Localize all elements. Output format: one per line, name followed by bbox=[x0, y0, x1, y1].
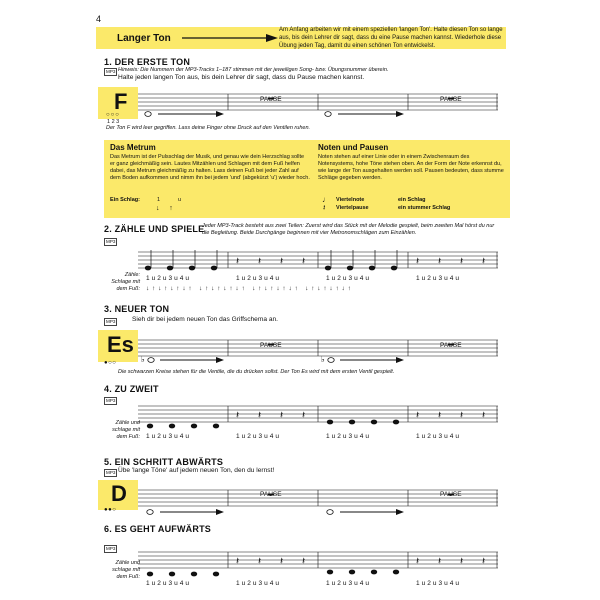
fingering-numbers: 1 2 3 bbox=[107, 119, 120, 125]
pause-label-5b: PAUSE bbox=[440, 491, 462, 498]
valve-circles-es: ●○○ bbox=[104, 360, 117, 366]
section3-footnote: Die schwarzen Kreise stehen für die Ventile, die du drücken sollst. Der Ton Es wird mit dem ersten Ventil gespielt. bbox=[118, 369, 395, 375]
staff-1 bbox=[138, 90, 508, 120]
section1-note: Hinweis: Die Nummern der MP3-Tracks 1–187 stimmen mit der jeweiligen Song- bzw. Übungsnummer überein. bbox=[118, 67, 389, 73]
count-row-6c: 1 u 2 u 3 u 4 u bbox=[326, 580, 370, 587]
schlag-1: 1 bbox=[157, 197, 161, 203]
count-row-4b: 1 u 2 u 3 u 4 u bbox=[236, 433, 280, 440]
arrow-right-icon bbox=[180, 32, 280, 44]
viertelpause-label: Viertelpause bbox=[336, 205, 369, 211]
metrum-title: Das Metrum bbox=[110, 143, 156, 152]
svg-text:𝄽: 𝄽 bbox=[460, 256, 464, 267]
staff-6 bbox=[138, 548, 508, 578]
svg-text:𝄽: 𝄽 bbox=[258, 256, 262, 267]
pause-label-3b: PAUSE bbox=[440, 342, 462, 349]
svg-text:𝄽: 𝄽 bbox=[302, 556, 306, 567]
key-letter-f: F bbox=[114, 89, 128, 114]
mp3-badge: MP3 bbox=[106, 546, 116, 551]
svg-text:𝄽: 𝄽 bbox=[302, 410, 306, 421]
section4-title: 4. ZU ZWEIT bbox=[104, 384, 159, 394]
mp3-badge: MP3 bbox=[106, 69, 116, 74]
svg-text:𝄽: 𝄽 bbox=[302, 256, 306, 267]
count-row-2d: 1 u 2 u 3 u 4 u bbox=[416, 275, 460, 282]
svg-text:𝄽: 𝄽 bbox=[438, 256, 442, 267]
section6-title: 6. ES GEHT AUFWÄRTS bbox=[104, 524, 211, 534]
svg-text:♭: ♭ bbox=[321, 355, 325, 364]
count-label-2: Zähle: Schlage mit dem Fuß: bbox=[111, 272, 140, 292]
count-row-4a: 1 u 2 u 3 u 4 u bbox=[146, 433, 190, 440]
svg-text:𝄽: 𝄽 bbox=[258, 410, 262, 421]
mp3-badge: MP3 bbox=[106, 398, 116, 403]
key-letter-es: Es bbox=[107, 332, 134, 357]
svg-text:𝄽: 𝄽 bbox=[416, 410, 420, 421]
count-row-6b: 1 u 2 u 3 u 4 u bbox=[236, 580, 280, 587]
viertelnote-def: ein Schlag bbox=[398, 197, 426, 203]
svg-text:𝄽: 𝄽 bbox=[236, 410, 240, 421]
schlag-label: Ein Schlag: bbox=[110, 197, 140, 203]
pause-label-5a: PAUSE bbox=[260, 491, 282, 498]
count-row-4c: 1 u 2 u 3 u 4 u bbox=[326, 433, 370, 440]
svg-text:𝄽: 𝄽 bbox=[258, 556, 262, 567]
svg-text:𝄽: 𝄽 bbox=[280, 410, 284, 421]
count-label-6: Zähle und schlage mit dem Fuß: bbox=[112, 560, 140, 580]
viertelnote-label: Viertelnote bbox=[336, 197, 365, 203]
page-number: 4 bbox=[96, 14, 102, 24]
count-row-2c: 1 u 2 u 3 u 4 u bbox=[326, 275, 370, 282]
count-row-4d: 1 u 2 u 3 u 4 u bbox=[416, 433, 460, 440]
svg-text:𝄽: 𝄽 bbox=[236, 556, 240, 567]
section3-text: Sieh dir bei jedem neuen Ton das Griffschema an. bbox=[132, 316, 279, 323]
section2-title: 2. ZÄHLE UND SPIELE bbox=[104, 224, 205, 234]
pause-label-3a: PAUSE bbox=[260, 342, 282, 349]
quarter-note-icon: ♩ bbox=[322, 195, 330, 204]
staff-3 bbox=[138, 336, 508, 366]
svg-text:𝄽: 𝄽 bbox=[438, 410, 442, 421]
svg-text:♭: ♭ bbox=[141, 355, 145, 364]
mp3-badge: MP3 bbox=[106, 470, 116, 475]
quarter-rest-icon: 𝄽 bbox=[323, 203, 326, 212]
langer-ton-text: Am Anfang arbeiten wir mit einem speziellen 'langen Ton'. Halte diesen Ton so lange aus, bis dein Lehrer dir sagt, dass du eine Pause machen kannst. Wiederhole diese Übung jeden Tag, damit du einen schönen Ton entwickelst. bbox=[279, 27, 503, 49]
mp3-badge: MP3 bbox=[106, 239, 116, 244]
count-row-2b: 1 u 2 u 3 u 4 u bbox=[236, 275, 280, 282]
svg-text:𝄽: 𝄽 bbox=[438, 556, 442, 567]
section5-text: Übe 'lange Töne' auf jedem neuen Ton, den du lernst! bbox=[118, 467, 275, 474]
svg-text:𝄽: 𝄽 bbox=[416, 256, 420, 267]
langer-ton-label: Langer Ton bbox=[117, 33, 171, 44]
foot-arrows-2: ↓ ↑ ↓ ↑ ↓ ↑ ↓ ↑ ↓ ↑ ↓ ↑ ↓ ↑ ↓ ↑ ↓ ↑ ↓ ↑ ↓ ↑ ↓ ↑ ↓ ↑ ↓ ↑ ↓ ↑ ↓ ↑ bbox=[146, 285, 352, 292]
section2-text: Jeder MP3-Track besteht aus zwei Teilen: Zuerst wird das Stück mit der Melodie gespielt, beim zweiten Mal hörst du nur die Begleitung. Beide Durchgänge beginnen mit vier Metronomschlägen zum Einzählen. bbox=[202, 223, 495, 236]
section3-title: 3. NEUER TON bbox=[104, 304, 170, 314]
noten-text: Noten stehen auf einer Linie oder in einem Zwischenraum des Notensystems, hohe Töne stehen oben. An der Form der Note erkennst du, wie lange der Ton ausgehalten werden soll. Pausen bedeuten, dass stumme Schläge gegeben werden. bbox=[318, 154, 504, 181]
svg-text:𝄽: 𝄽 bbox=[280, 556, 284, 567]
schlag-arrows: ↓ ↑ bbox=[156, 205, 173, 212]
section5-title: 5. EIN SCHRITT ABWÄRTS bbox=[104, 457, 224, 467]
count-row-2a: 1 u 2 u 3 u 4 u bbox=[146, 275, 190, 282]
svg-text:𝄽: 𝄽 bbox=[482, 410, 486, 421]
count-label-4: Zähle und schlage mit dem Fuß: bbox=[112, 420, 140, 440]
count-row-6a: 1 u 2 u 3 u 4 u bbox=[146, 580, 190, 587]
valve-circles-d: ●●○ bbox=[104, 507, 117, 513]
svg-text:𝄽: 𝄽 bbox=[416, 556, 420, 567]
mp3-badge: MP3 bbox=[106, 319, 116, 324]
staff-2 bbox=[138, 248, 508, 278]
staff-4 bbox=[138, 402, 508, 432]
schlag-u: u bbox=[178, 197, 182, 203]
pause-label-2: PAUSE bbox=[440, 96, 462, 103]
key-letter-d: D bbox=[111, 481, 127, 506]
metrum-text: Das Metrum ist der Pulsschlag der Musik, und genau wie dein Herzschlag sollte er ganz gleichmäßig sein. Lautes Mitzählen und Schlagen mit dem Fuß helfen dabei, das Metrum gleichmäßig zu halten. Lass deinen Fuß bei jeder Zahl auf dem Boden aufkommen und nimm ihn bei jedem 'und' (abgekürzt 'u') wieder hoch. bbox=[110, 154, 310, 181]
pause-label-1: PAUSE bbox=[260, 96, 282, 103]
valve-circles: ○○○ bbox=[106, 112, 120, 118]
section1-footnote: Der Ton F wird leer gegriffen. Lass deine Finger ohne Druck auf den Ventilen ruhen. bbox=[106, 125, 311, 131]
svg-text:𝄽: 𝄽 bbox=[460, 556, 464, 567]
section1-instruction: Halte jeden langen Ton aus, bis dein Lehrer dir sagt, dass du Pause machen kannst. bbox=[118, 74, 365, 81]
svg-text:𝄽: 𝄽 bbox=[482, 256, 486, 267]
count-row-6d: 1 u 2 u 3 u 4 u bbox=[416, 580, 460, 587]
svg-text:𝄽: 𝄽 bbox=[236, 256, 240, 267]
svg-text:𝄽: 𝄽 bbox=[280, 256, 284, 267]
svg-text:𝄽: 𝄽 bbox=[460, 410, 464, 421]
viertelpause-def: ein stummer Schlag bbox=[398, 205, 451, 211]
noten-title: Noten und Pausen bbox=[318, 143, 389, 152]
svg-text:𝄽: 𝄽 bbox=[482, 556, 486, 567]
section1-title: 1. DER ERSTE TON bbox=[104, 57, 191, 67]
